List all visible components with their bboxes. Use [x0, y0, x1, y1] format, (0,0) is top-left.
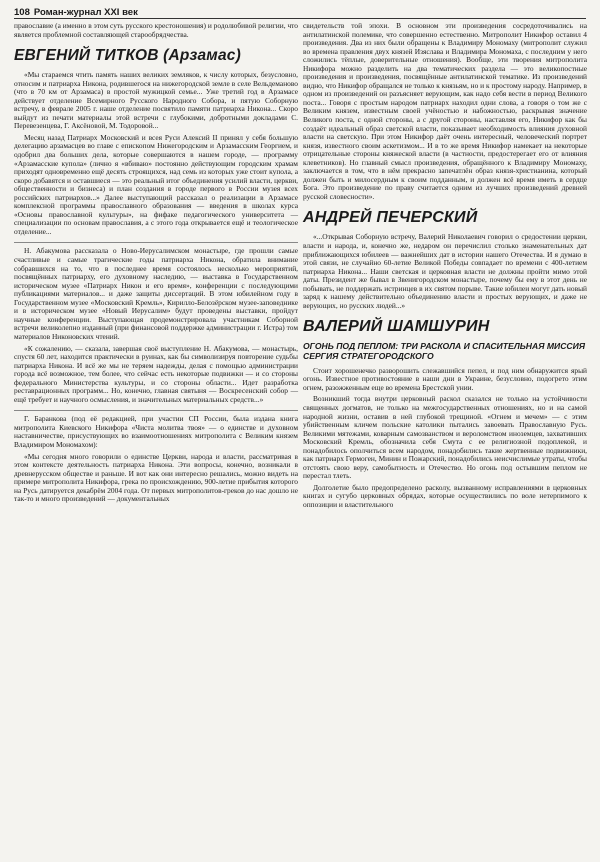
titkov-paragraph-2: Месяц назад Патриарх Московский и всея Руси Алексий II принял у себя большую делегацию арзамасцев во главе с епископом Нижегородским и Арзамасским Георгием, и одобрил два больших дела, которые совершаются в нашем городе, — программу «Арзамасские купола» (лично я «вбиваю» постоянно действующим городским храмам приходят одновременно ещё десять строящихся, над семь из которых уже стоит купола, а скоро добавятся и оставшиеся — это реальный итог объединения усилий власти, церкви, общественности и бизнеса) и план создания в городе первого в России музея всех российских патриархов...» Далее выступающий рассказал о реализации в Арзамасе комплексной программы православного образования — введения в школах курса «Основы православной культуры», на фифаке педагогического университета — специализации по основам православия, а с этого года открывается ещё и теологическое отделение... — [14, 132, 298, 236]
shamshurin-paragraph-2: Возникший тогда внутри церковный раскол сказался не только на устойчивости священных догматов, не только на межгосударственных отношениях, но и на самой народной жизни, оставив в ней глубокой трещиной. «Огнем и мечем» — с этим убийственным кличем польские католики пытались завоевать Православную Русь. Великими мятежами, коварным самозванством и вероломством иноземцев, захвативших Московский Кремль, обозначила себя Смута с ее религиозной подоплекой, и понадобилось ополчиться всем народом, понадобились такие жертвенные подвижники, как патриарх Гермоген, Минин и Пожарский, понадобились неисчислимые утраты, чтобы отстоять свою веру, самобытность и Отечество. Но огонь под остывшим пеплом не перестал тлеть. — [303, 394, 587, 481]
section-divider — [14, 242, 298, 243]
right-column — [303, 22, 587, 510]
author-heading-titkov: ЕВГЕНИЙ ТИТКОВ (Арзамас) — [14, 47, 241, 65]
shamshurin-paragraph-3: Долголетие было предопределено расколу, вызванному исправлениями в церковных книгах и сугубо церковных обрядах, которые осуществились по воле нетерпимого к оппозиции и властительного — [303, 482, 587, 510]
shamshurin-paragraph-1: Стоит хорошенечко разворошить слежавшийся пепел, и под ним обнаружится ярый огонь. Известное противостояние в наши дни в Украине, безусловно, подогрето этим огнем, разожженным еще во времена Брестской унии. — [303, 365, 587, 392]
section-divider — [14, 410, 298, 411]
page-number: 108 — [14, 7, 30, 18]
titkov-paragraph-1: «Мы стараемся чтить память наших великих земляков, к числу которых, безусловно, относим и патриарха Никона, родившегося на нижегородской земле в селе Вельдеманово (что в 70 км от Арзамаса) в простой мужицкой семье... Уже третий год в Арзамасе действует отделение Всемирного Русского Народного Собора, и пятую Соборную встречу, в феврале 2005 г. наше отделение посвятило памяти патриарха Никона... Скоро выйдут из печати материалы этой встречи с глубокими, добротными докладами С. Перевезенцева, Г. Аксёновой, М. Тодоровой... — [14, 70, 298, 131]
barankova-paragraph-2: «Мы сегодня много говорили о единстве Церкви, народа и власти, рассматривая в этом контексте деятельность патриарха Никона. Эти вопросы, конечно, возникали в древнерусском обществе и раньше. И вот как они интересно решались, можно видеть на примере митрополита Никифора, грека по происхождению, 900-летие прибытия которого на Русь датируется декабрём 2004 года. От первых митрополитов-греков до нас дошло не так-то и много произведений — документальных — [14, 451, 298, 504]
abakumova-paragraph-1: Н. Абакумова рассказала о Ново-Иерусалимском монастыре, где прошли самые счастливые и самые трагические годы патриарха Никона, обратила внимание собравшихся на то, что в последнее время состоялось несколько мероприятий, посвящённых патриарху, его духовному наследию, — выставка в Государственном историческом музее «Патриарх Никон и его время», конференции с последующими публикациями материалов... и даже защиты диссертаций. В этом юбилейном году в Государственном музее «Московский Кремль», Кирилло-Белозёрском музее-заповеднике и в историческом музее «Новый Иерусалим» будут проведены выставки, пройдут научные конференции. Выступающая продемонстрировала участникам Соборной встречи великолепно изданный (при финансовой поддержке администрации г. Истра) том материалов Никоновских чтений. — [14, 246, 298, 341]
left-column — [14, 22, 298, 504]
nikifor-paragraph: свидетельств той эпохи. В основном эти произведения сосредоточивались на антилатинской полемике, что совершенно естественно. Митрополит Никифор оставил 4 произведения. Два из них были обращены к Владимиру Мономаху (митрополит служил во времена правления двух князей Изяслава и Владимира Мономаха, с последним у него сложились тёплые, доверительные отношения). Вообще, эти творения митрополита Никифора можно разделить на два тематических раздела — это великопостные произведения и произведения, посвящённые антилатинской тематике. Из произведений видно, что Никифор обращался не только к князьям, но и к простому народу. Например, в одном из произведений он разъясняет верующим, как надо себя вести в период Великого поста... Говоря с простым народом патриарх находил одни слова, а говоря о том же с Великим князем, известным своей учёностью и набожностью, раскрывая значение Великого поста, с одной стороны, а с другой стороны, наставляя его, Никифор как бы создаёт идеальный образ светской власти, показывает необходимость влияния духовной власти на светскую. При этом Никифор даёт очень интересный, человеческий портрет князя, известного своим аскетизмом... И в то же время Никифор намекает на некоторые отрицательные стороны княжеской власти (в частности, предостерегает его от влияния клеветников). Но главный смысл произведения, обращённого к Владимиру Мономаху, заключается в том, что в нём прекрасно запечатлён образ князя-христианина, который должен быть и милосердным к своим подданным, и должен всё время иметь в сердце Бога. Это произведение по праву считается одним из лучших произведений древней русской словесности». — [303, 21, 587, 201]
author-heading-pechersky: АНДРЕЙ ПЕЧЕРСКИЙ — [303, 209, 478, 227]
intro-paragraph: православие (а именно в этом суть русского крестоношения) и родолюбивой религии, что является проблемной составляющей старообрядчества. — [14, 21, 298, 39]
pechersky-paragraph: «...Открывая Соборную встречу, Валерий Николаевич говорил о средостении церкви, власти и народа, и, конечно же, недаром он перечислил столько знаменательных дат приближающихся юбилеев — важнейших дат в истории нашего Отечества. И я думаю в этой связи, не случайно 60-летие Великой Победы совпадает по времени с 400-летием патриарха Никона... Наши светская и церковная власти не должны пройти мимо этой даты. Президент же бывал в Звенигородском монастыре, почему бы ему в этот день не побывать, не поддержать истринцев в их святом порыве. Такие юбилеи могут дать новый заряд к нашему действительно объединению власти и простых верующих, и даже не верующих, но русских людей...» — [303, 232, 587, 310]
author-heading-shamshurin: ВАЛЕРИЙ ШАМШУРИН — [303, 318, 490, 336]
article-subheading: ОГОНЬ ПОД ПЕПЛОМ: ТРИ РАСКОЛА И СПАСИТЕЛЬНАЯ МИССИЯ СЕРГИЯ СТРАТЕГОРОДСКОГО — [303, 341, 586, 361]
abakumova-paragraph-2: «К сожалению, — сказала, завершая своё выступление Н. Абакумова, — монастырь, спустя 60 лет, находится практически в руинах, как бы символизируя повторение судьбы патриарха Никона. И всё же мы не теряем надежды, делая с помощью администрации города всё возможное, тем более, что сейчас есть некоторые подвижки — и со стороны федерального Министерства культуры, и со стороны области... Идет разработка реставрационных программ... Но, конечно, главная святыня — Воскресенский собор — ещё требует и научного осмысления, и значительных материальных средств...» — [14, 343, 298, 404]
journal-name: Роман-журнал XXI век — [33, 7, 138, 18]
page-header — [14, 4, 586, 19]
barankova-paragraph-1: Г. Баранкова (под её редакцией, при участии СП России, была издана книга митрополита Киевского Никифора «Чиста молитва твоя» — о единстве и духовном наставничестве, присуствующих во взаимоотношениях митрополита с Великим князем Владимиром Мономахом): — [14, 414, 298, 449]
